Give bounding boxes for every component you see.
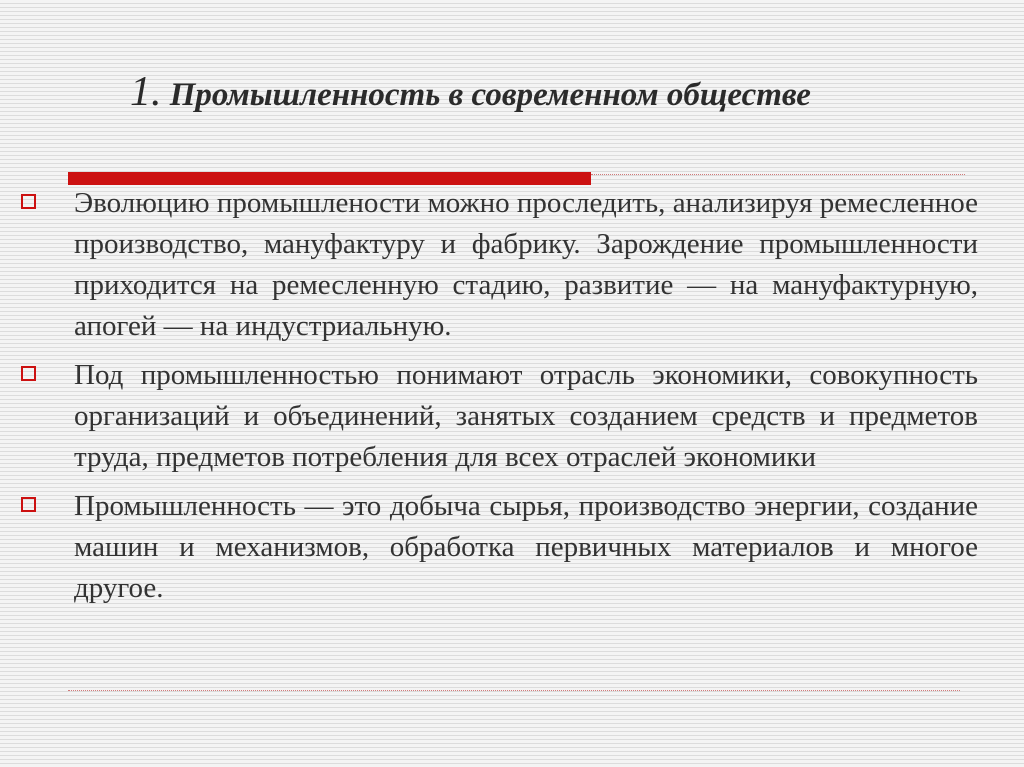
bullet-text: Под промышленностью понимают отрасль экономики, совокупность организаций и объединений, занятых созданием средств и предметов труда, предметов потребления для всех отраслей экономики: [74, 359, 978, 473]
bullet-item: [0, 486, 978, 609]
bullet-text: Эволюцию промышлености можно проследить, анализируя ремесленное производство, мануфактуру и фабрику. Зарождение промышленности приходится на ремесленную стадию, развитие — на мануфактурную, апогей — на индустриальную.: [74, 187, 978, 342]
bullet-list: [0, 183, 1024, 617]
hollow-square-bullet-icon: [21, 194, 36, 209]
title-number: 1.: [130, 69, 162, 115]
hollow-square-bullet-icon: [21, 497, 36, 512]
title-text: Промышленность в современном обществе: [169, 77, 811, 113]
bullet-text: Промышленность — это добыча сырья, производство энергии, создание машин и механизмов, обработка первичных материалов и многое другое.: [74, 490, 978, 604]
bottom-divider: [68, 690, 960, 691]
bullet-item: [0, 355, 978, 478]
bullet-item: [0, 183, 978, 347]
slide-title: [130, 70, 910, 117]
hollow-square-bullet-icon: [21, 366, 36, 381]
top-divider: [591, 174, 965, 175]
